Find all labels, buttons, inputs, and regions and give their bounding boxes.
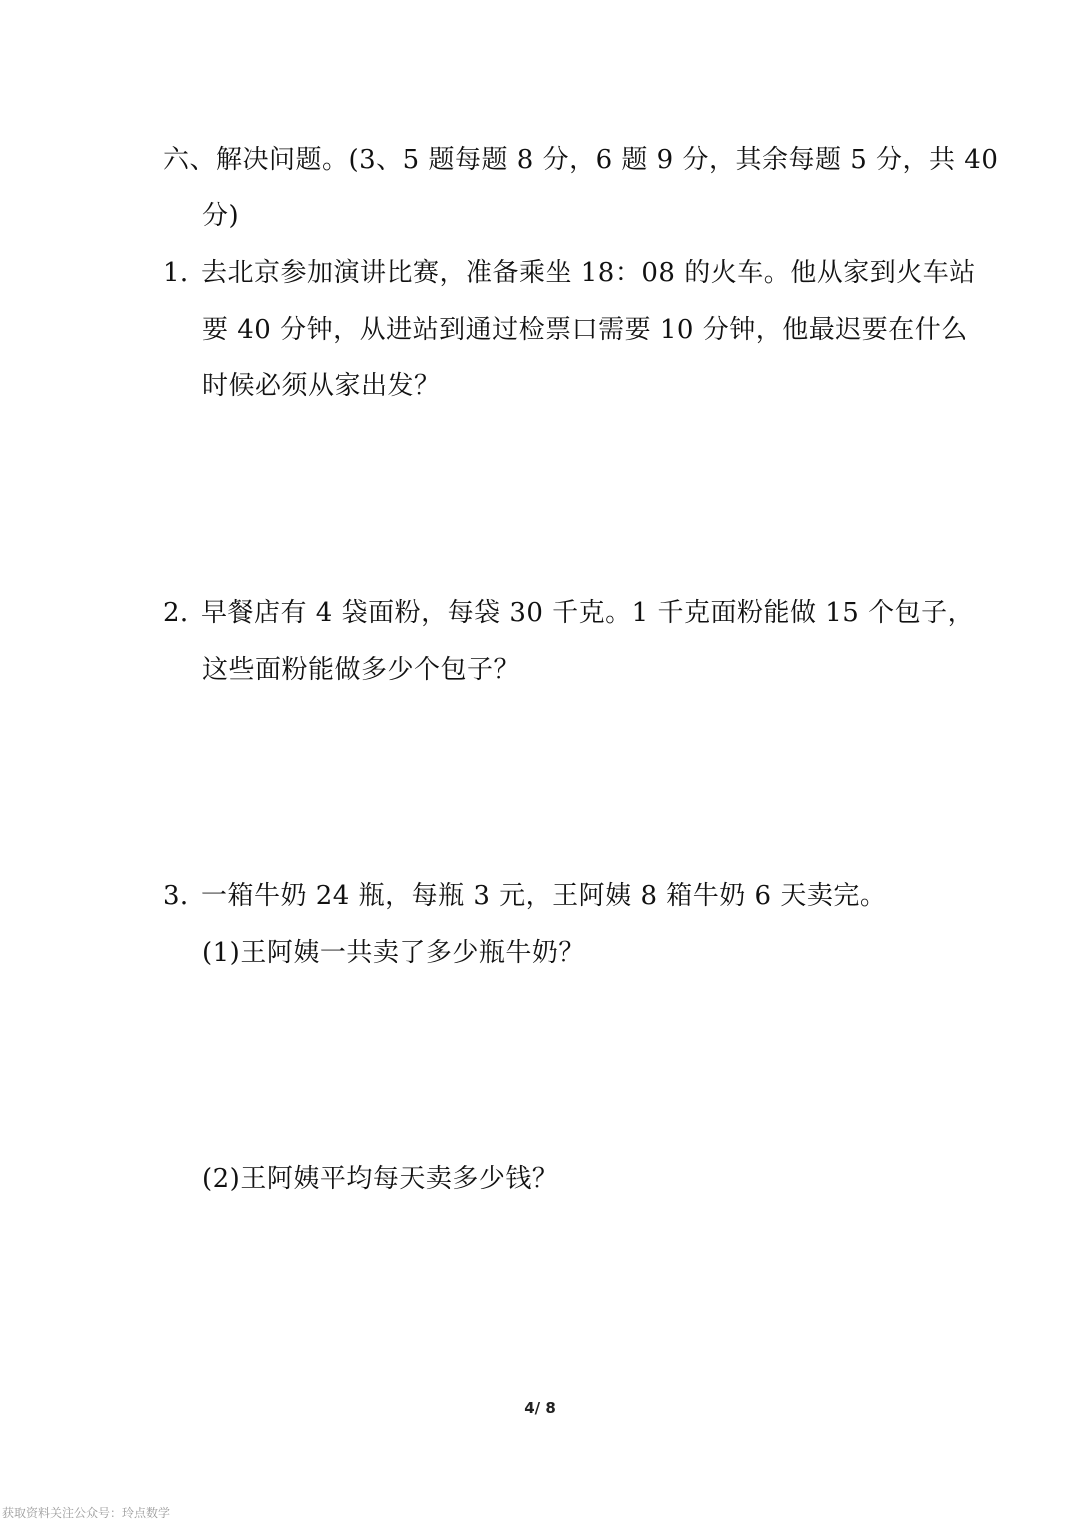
- footer-note: 获取资料关注公众号：玲点数学: [2, 1506, 171, 1520]
- question-3-line-1: [163, 879, 886, 913]
- question-text: 一箱牛奶 24 瓶，每瓶 3 元，王阿姨 8 箱牛奶 6 天卖完。: [201, 881, 887, 911]
- section-heading-line-1: 六、解决问题。(3、5 题每题 8 分，6 题 9 分，其余每题 5 分，共 40: [163, 145, 999, 175]
- section-heading-line-2: 分): [202, 201, 240, 231]
- question-2-line-2: 这些面粉能做多少个包子？: [202, 655, 521, 685]
- question-text: 早餐店有 4 袋面粉，每袋 30 千克。1 千克面粉能做 15 个包子，: [201, 598, 975, 628]
- question-number: 3．: [163, 881, 207, 911]
- question-1-line-3: 时候必须从家出发？: [202, 371, 441, 401]
- question-2-line-1: [163, 596, 974, 630]
- question-number: 2．: [163, 598, 207, 628]
- question-number: 1．: [163, 258, 207, 288]
- sub-question-1: (1)王阿姨一共卖了多少瓶牛奶？: [202, 938, 585, 968]
- question-1-line-2: 要 40 分钟，从进站到通过检票口需要 10 分钟，他最迟要在什么: [202, 315, 968, 345]
- question-1-line-1: [163, 256, 976, 290]
- sub-question-2: (2)王阿姨平均每天卖多少钱？: [202, 1164, 559, 1194]
- question-text: 去北京参加演讲比赛，准备乘坐 18：08 的火车。他从家到火车站: [201, 258, 976, 288]
- page-number: 4/ 8: [524, 1399, 556, 1417]
